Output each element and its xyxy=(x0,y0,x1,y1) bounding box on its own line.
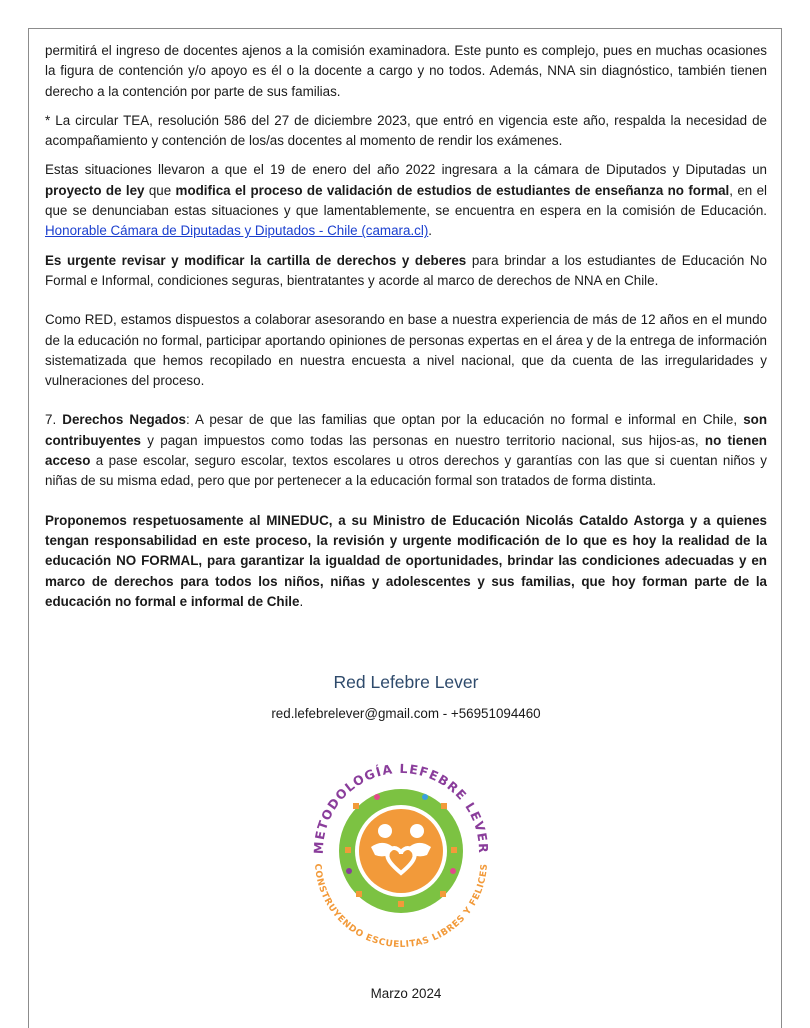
paragraph-2: * La circular TEA, resolución 586 del 27 de diciembre 2023, que entró en vigencia este año, respalda la necesidad de acompañamiento y contención de los/as docentes al momento de rendir los exámenes. xyxy=(45,112,767,149)
bold-run: Es urgente revisar y modificar la cartilla de derechos y deberes xyxy=(45,252,467,268)
paragraph-7 xyxy=(45,511,767,612)
bold-run: no tienen acceso xyxy=(45,432,767,469)
signature-contact: red.lefebrelever@gmail.com - +56951094460 xyxy=(271,706,541,721)
logo-bottom-text: CONSTRUYENDO ESCUELITAS LIBRES Y FELICES xyxy=(311,863,491,951)
text-run: y pagan impuestos como todas las personas en nuestro territorio nacional, sus hijos-as, xyxy=(140,432,705,448)
paragraph-3 xyxy=(45,160,767,241)
signature-name: Red Lefebre Lever xyxy=(333,672,479,692)
text-run: 7. xyxy=(45,412,63,428)
text-run: para brindar a los estudiantes de Educación No Formal e Informal, condiciones seguras, bientratantes y acorde al marco de derechos de NNA en Chile. xyxy=(45,252,767,288)
document-date: Marzo 2024 xyxy=(370,986,442,1001)
text-run: a pase escolar, seguro escolar, textos escolares u otros derechos y garantías con las que si cuentan niños y niñas de su misma edad, pero que por pertenecer a la educación formal son tratados de forma distinta. xyxy=(45,453,767,489)
text-run: . xyxy=(428,223,433,239)
bold-run: proyecto de ley xyxy=(45,182,145,198)
text-run: Estas situaciones llevaron a que el 19 de enero del año 2022 ingresara a la cámara de Diputados y Diputadas un xyxy=(45,162,767,178)
bold-run: Proponemos respetuosamente al MINEDUC, a su Ministro de Educación Nicolás Cataldo Astorga y a quienes tengan responsabilidad en este proceso, la revisión y urgente modificación de lo que es hoy la realidad de la educación NO FORMAL, para garantizar la igualdad de oportunidades, brindar las condiciones adecuadas y en marco de derechos para todos los niños, niñas y adolescentes y sus familias, que hoy forman parte de la educación no formal e informal de Chile xyxy=(45,512,767,609)
camara-link[interactable]: Honorable Cámara de Diputadas y Diputados - Chile (camara.cl) xyxy=(45,223,429,239)
lefebre-lever-logo xyxy=(301,751,501,951)
text-run: : A pesar de que las familias que optan por la educación no formal e informal en Chile, xyxy=(185,412,744,428)
text-run: que xyxy=(144,182,176,198)
text-run: . xyxy=(299,593,304,609)
bold-run: modifica el proceso de validación de estudios de estudiantes de enseñanza no formal xyxy=(175,182,730,198)
paragraph-5: Como RED, estamos dispuestos a colaborar asesorando en base a nuestra experiencia de más de 12 años en el mundo de la educación no formal, participar aportando opiniones de personas expertas en el área y de la entrega de información sistematizada que hemos recopilado en nuestra encuesta a nivel nacional, que da cuenta de las irregularidades y vulneraciones del proceso. xyxy=(45,312,767,389)
paragraph-1: permitirá el ingreso de docentes ajenos a la comisión examinadora. Este punto es complejo, pues en muchas ocasiones la figura de contención y/o apoyo es él o la docente a cargo y no todos. Además, NNA sin diagnóstico, también tienen derecho a la contención por parte de sus familias. xyxy=(45,43,767,99)
logo-graphic xyxy=(301,751,501,951)
bold-run: Derechos Negados xyxy=(62,412,186,428)
document-page xyxy=(28,28,782,1028)
bold-run: son contribuyentes xyxy=(45,412,767,448)
document-body xyxy=(45,41,767,612)
paragraph-4 xyxy=(45,251,767,292)
paragraph-6 xyxy=(45,410,767,491)
logo-top-text: METODOLOGÍA LEFEBRE LEVER xyxy=(310,760,492,855)
text-run: , en el que se denunciaban estas situaciones y que lamentablemente, se encuentra en espera en la comisión de Educación. xyxy=(45,182,767,219)
